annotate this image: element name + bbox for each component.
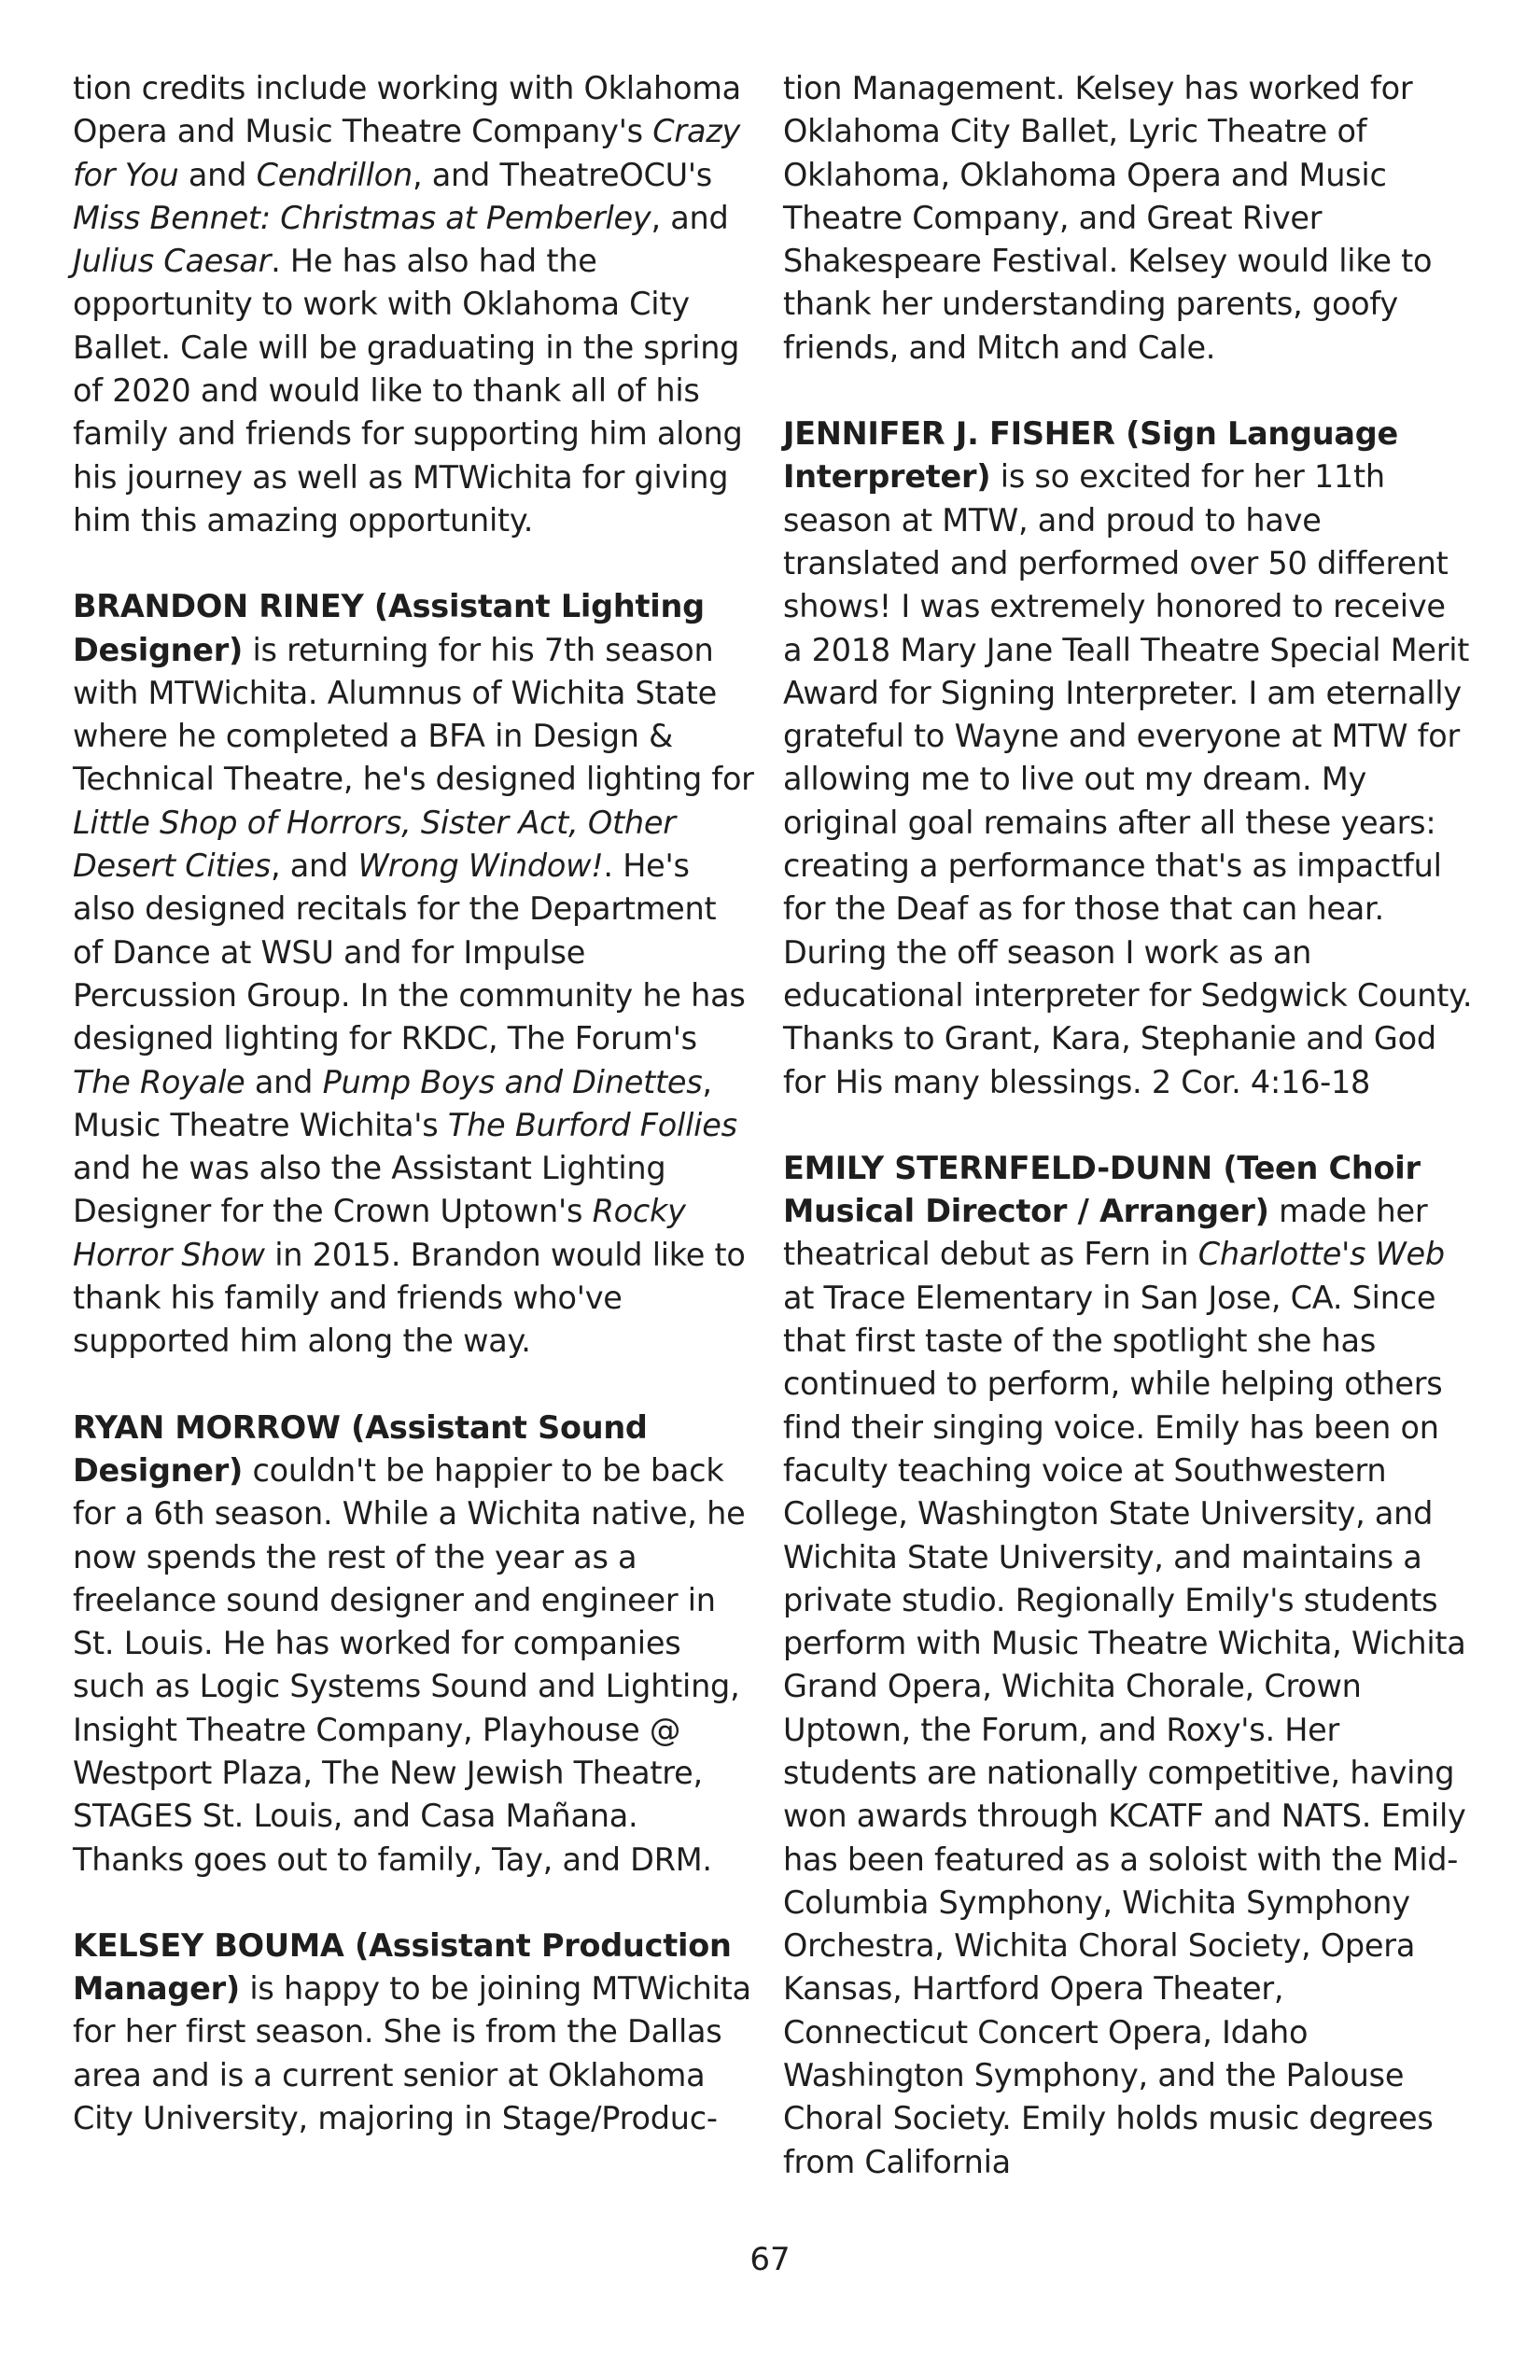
bio-text: made her theatrical debut as Fern in: [783, 1193, 1428, 1273]
bio-text: is happy to be joining MTWichita for her first season. She is from the Dallas area and is a current senior at Oklahoma City University, majoring in Stage/Produc-: [73, 1970, 751, 2137]
bio-kelsey-bouma-start: [73, 1925, 754, 2140]
bio-text: . He's also designed recitals for the Department of Dance at WSU and for Impulse Percussion Group. In the community he has designed lighting for RKDC, The Forum's: [73, 847, 746, 1057]
bio-text: and he was also the Assistant Lighting Designer for the Crown Uptown's: [73, 1150, 666, 1230]
bio-jennifer-fisher: [783, 413, 1474, 1104]
production-title: Julius Caesar: [73, 243, 272, 280]
production-title: Cendrillon: [256, 156, 413, 193]
bio-emily-sternfeld-dunn: [783, 1147, 1474, 2184]
bio-text: . He has also had the opportunity to work with Oklahoma City Ballet. Cale will be graduating in the spring of 2020 and would like to thank all of his family and friends for supporting him along his journey as well as MTWichita for giving him this amazing opportunity.: [73, 243, 743, 539]
bio-text: tion credits include working with Oklahoma Opera and Music Theatre Company's: [73, 70, 741, 150]
production-title: Wrong Window!: [357, 847, 604, 885]
right-column: [783, 67, 1474, 2184]
production-title: Crazy for You: [73, 113, 741, 193]
production-title: Pump Boys and Dinettes: [322, 1063, 703, 1100]
bio-kelsey-bouma-end: [783, 67, 1474, 370]
bio-brandon-riney: [73, 585, 754, 1363]
page-number: 67: [749, 2241, 791, 2278]
bio-text: in 2015. Brandon would like to thank his family and friends who've supported him along the way.: [73, 1236, 746, 1360]
production-title: The Burford Follies: [447, 1106, 737, 1143]
bio-text: , and TheatreOCU's: [412, 156, 713, 193]
production-title: Little Shop of Horrors, Sister Act, Other Desert Cities: [73, 804, 676, 885]
bio-text: is so excited for her 11th season at MTW, and proud to have translated and performed over 50 different shows! I was extremely honored to receive a 2018 Mary Jane Teall Theatre Special Merit Award for Signing Interpreter. I am eternally grateful to Wayne and everyone at MTW for allowing me to live out my dream. My original goal remains after all these years: creating a performance that's as impactful for the Deaf as for those that can hear. During the off season I work as an educational interpreter for Sedgwick County. Thanks to Grant, Kara, Stephanie and God for His many blessings. 2 Cor. 4:16-18: [783, 458, 1473, 1100]
bio-text: couldn't be happier to be back for a 6th season. While a Wichita native, he now spends the rest of the year as a freelance sound designer and engineer in St. Louis. He has worked for companies such as Logic Systems Sound and Lighting, Insight Theatre Company, Playhouse @ Westport Plaza, The New Jewish Theatre, STAGES St. Louis, and Casa Mañana. Thanks goes out to family, Tay, and DRM.: [73, 1451, 746, 1878]
bio-text: and: [245, 1063, 323, 1100]
production-title: Charlotte's Web: [1197, 1236, 1445, 1273]
bio-text: at Trace Elementary in San Jose, CA. Since that first taste of the spotlight she has continued to perform, while helping others find their singing voice. Emily has been on faculty teaching voice at Southwestern College, Washington State University, and Wichita State University, and maintains a private studio. Regionally Emily's students perform with Music Theatre Wichita, Wichita Grand Opera, Wichita Chorale, Crown Uptown, the Forum, and Roxy's. Her students are nationally competitive, having won awards through KCATF and NATS. Emily has been featured as a soloist with the Mid-Columbia Symphony, Wichita Symphony Orchestra, Wichita Choral Society, Opera Kansas, Hartford Opera Theater, Connecticut Concert Opera, Idaho Washington Symphony, and the Palouse Choral Society. Emily holds music degrees from California: [783, 1279, 1466, 2180]
bio-text: , and: [270, 847, 358, 885]
bio-text: , and: [651, 199, 729, 236]
bio-text: tion Management. Kelsey has worked for Oklahoma City Ballet, Lyric Theatre of Oklahoma, Oklahoma Opera and Music Theatre Company, and Great River Shakespeare Festival. Kelsey would like to thank her understanding parents, goofy friends, and Mitch and Cale.: [783, 70, 1433, 366]
left-column: [73, 67, 754, 2140]
person-name-role: BRANDON RINEY (Assistant Lighting Designer): [73, 588, 705, 668]
person-name-role: JENNIFER J. FISHER (Sign Language Interpreter): [783, 415, 1398, 496]
bio-text: , Music Theatre Wichita's: [73, 1063, 712, 1143]
person-name-role: KELSEY BOUMA (Assistant Production Manager): [73, 1926, 732, 2008]
person-name-role: EMILY STERNFELD-DUNN (Teen Choir Musical Director / Arranger): [783, 1149, 1421, 1230]
bio-text: and: [178, 156, 257, 193]
production-title: Miss Bennet: Christmas at Pemberley: [73, 199, 651, 236]
bio-ryan-morrow: [73, 1407, 754, 1882]
production-title: The Royale: [73, 1063, 245, 1100]
bio-text: is returning for his 7th season with MTWichita. Alumnus of Wichita State where he completed a BFA in Design & Technical Theatre, he's designed lighting for: [73, 631, 754, 798]
production-title: Rocky Horror Show: [73, 1193, 686, 1273]
person-name-role: RYAN MORROW (Assistant Sound Designer): [73, 1408, 648, 1489]
bio-cale-continued: [73, 67, 754, 542]
